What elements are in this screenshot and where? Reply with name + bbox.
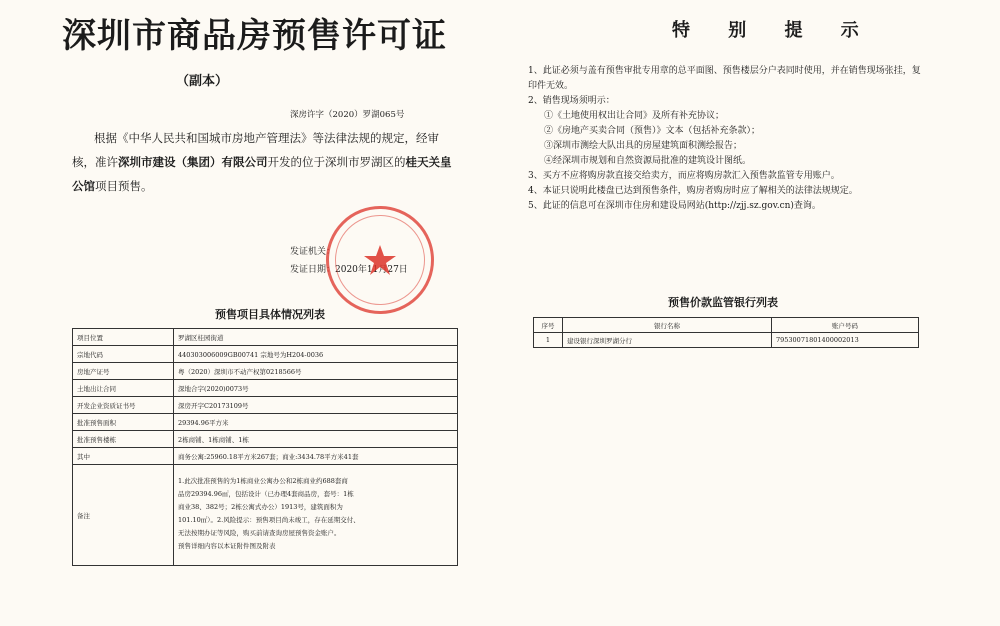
- certificate-title: 深圳市商品房预售许可证: [62, 16, 447, 56]
- project-table-title: 预售项目具体情况列表: [215, 308, 325, 321]
- row-value: 440303006009GB00741 宗地号为H204-0036: [174, 346, 458, 363]
- official-seal: [326, 206, 434, 314]
- row-label: 土地出让合同: [73, 380, 174, 397]
- notice-subitem: ①《土地使用权出让合同》及所有补充协议；: [544, 111, 725, 121]
- cell-index: 1: [534, 333, 563, 348]
- remark-label: 备注: [73, 465, 174, 566]
- certificate-number: 深房许字（2020）罗湖065号: [290, 110, 405, 120]
- cell-account: 79530071801400002013: [772, 333, 919, 348]
- table-row: [73, 414, 458, 431]
- remark-line: 品房29394.96㎡，包括设计（已办理4套商品房，套号：1栋: [178, 490, 354, 498]
- remark-cell: [174, 465, 458, 566]
- bank-table: [533, 317, 919, 348]
- table-row: [73, 397, 458, 414]
- remark-line: 101.10㎡）。2.风险提示：预售项目尚未竣工，存在延期交付、: [178, 516, 360, 524]
- bank-table-title: 预售价款监管银行列表: [668, 296, 778, 309]
- row-label: 宗地代码: [73, 346, 174, 363]
- notice-item: 5、此证的信息可在深圳市住房和建设局网站(http://zjj.sz.gov.cn)查询。: [528, 201, 821, 211]
- table-header-row: [534, 318, 919, 333]
- body-text-1: 根据《中华人民共和国城市房地产管理法》等法律法规的规定，经审核，准许: [72, 131, 439, 169]
- notice-title: 特 别 提 示: [672, 20, 875, 41]
- table-row: [73, 346, 458, 363]
- project-details-table: [72, 328, 458, 566]
- row-label: 项目位置: [73, 329, 174, 346]
- header-index: 序号: [534, 318, 563, 333]
- row-value: 粤（2020）深圳市不动产权第0218566号: [174, 363, 458, 380]
- notice-subitem: ④经深圳市规划和自然资源局批准的建筑设计图纸。: [544, 156, 752, 166]
- certificate-body: [72, 126, 457, 198]
- table-row: [73, 465, 458, 566]
- developer-name: 深圳市建设（集团）有限公司: [118, 155, 268, 169]
- row-value: 商务公寓:25960.18平方米267套；商业:3434.78平方米41套: [174, 448, 458, 465]
- remark-line: 1.此次批准预售的为1栋商业公寓办公和2栋商业约688套商: [178, 477, 348, 485]
- body-text-3: 项目预售。: [95, 179, 153, 193]
- copy-label: （副本）: [176, 74, 229, 89]
- table-row: [73, 448, 458, 465]
- project-name: 桂天关皇公馆: [72, 155, 452, 193]
- notice-item: 1、此证必须与盖有预售审批专用章的总平面图、预售楼层分户表同时使用，并在销售现场张挂，复印件无效。: [528, 66, 921, 91]
- row-value: 深房开字C20173109号: [174, 397, 458, 414]
- row-label: 批准预售面积: [73, 414, 174, 431]
- remark-line: 预售详细内容以本证附件图及附表: [178, 542, 276, 550]
- notice-list: [528, 64, 928, 214]
- row-value: 罗湖区桂园街道: [174, 329, 458, 346]
- table-row: [73, 380, 458, 397]
- notice-item: 3、买方不应将购房款直接交给卖方，而应将购房款汇入预售款监管专用账户。: [528, 171, 840, 181]
- remark-line: 商业38、382号；2栋公寓式办公）1913号，建筑面积为: [178, 503, 343, 511]
- remark-line: 无法按期办证等风险，购买前请查询房屋预售资金账户。: [178, 529, 341, 537]
- table-row: [73, 363, 458, 380]
- notice-subitem: ③深圳市测绘大队出具的房屋建筑面积测绘报告；: [544, 141, 743, 151]
- row-label: 房地产证号: [73, 363, 174, 380]
- cell-bank-name: 建设银行深圳罗湖分行: [563, 333, 772, 348]
- row-label: 开发企业资质证书号: [73, 397, 174, 414]
- header-account: 账户号码: [772, 318, 919, 333]
- issuing-authority: 发证机关：: [290, 247, 336, 257]
- header-bank-name: 银行名称: [563, 318, 772, 333]
- body-text-2: 开发的位于深圳市罗湖区的: [267, 155, 406, 169]
- seal-star-icon: [329, 209, 431, 311]
- table-row: [534, 333, 919, 348]
- row-value: 29394.96平方米: [174, 414, 458, 431]
- right-panel: [500, 0, 1000, 626]
- notice-item: 4、本证只说明此楼盘已达到预售条件，购房者购房时应了解相关的法律法规规定。: [528, 186, 858, 196]
- table-row: [73, 431, 458, 448]
- issue-date: 发证日期：2020年11月27日: [290, 265, 408, 275]
- notice-item: 2、销售现场须明示：: [528, 96, 615, 106]
- notice-subitem: ②《房地产买卖合同（预售）》文本（包括补充条款）；: [544, 126, 761, 136]
- row-value: 深地合字(2020)0073号: [174, 380, 458, 397]
- row-label: 批准预售楼栋: [73, 431, 174, 448]
- row-value: 2栋商铺、1栋商铺、1栋: [174, 431, 458, 448]
- row-label: 其中: [73, 448, 174, 465]
- table-row: [73, 329, 458, 346]
